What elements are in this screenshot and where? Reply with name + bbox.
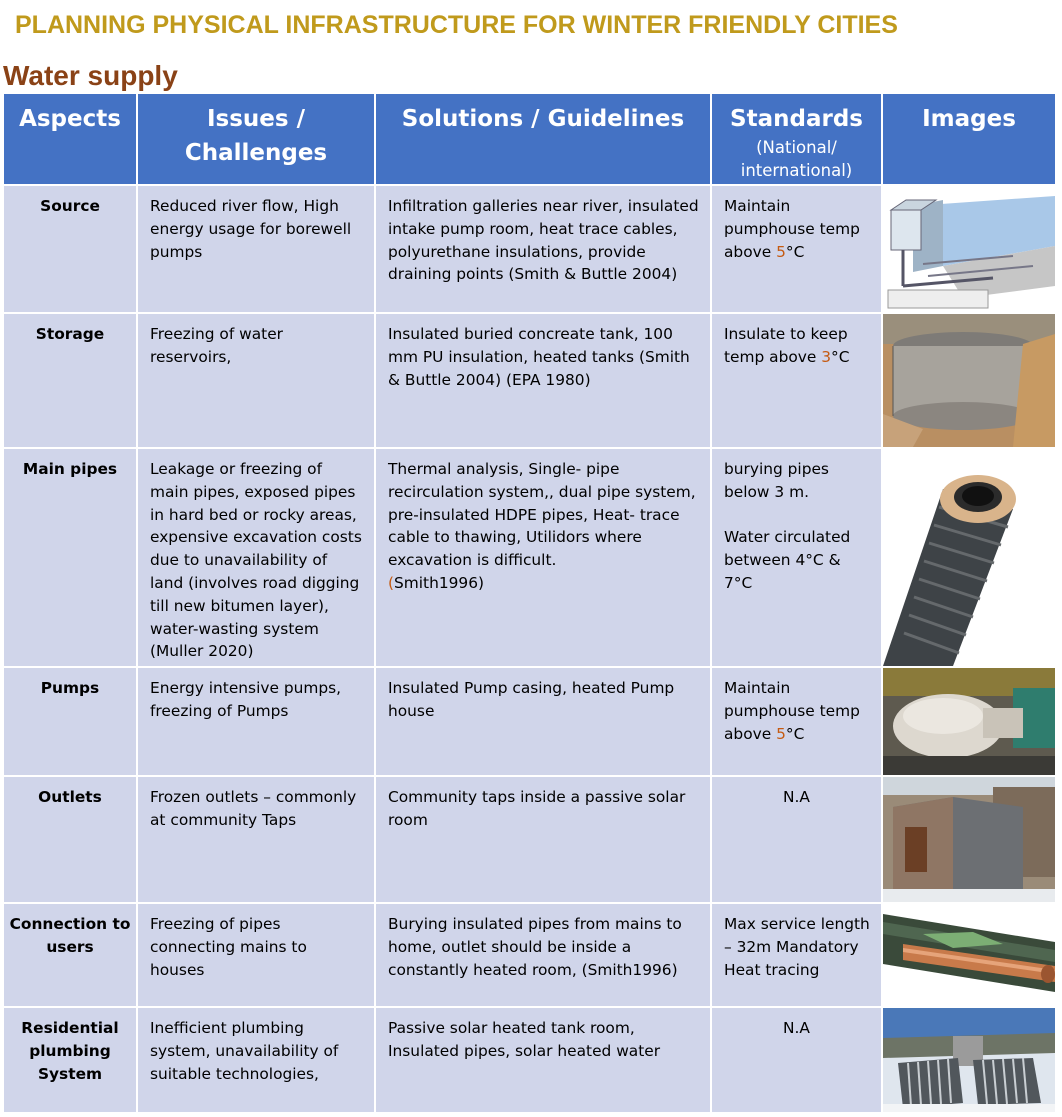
solutions-cell (375, 448, 711, 667)
solutions-cell: Burying insulated pipes from mains to home, outlet should be inside a constantly heated room, (Smith1996) (375, 903, 711, 1007)
header-issues: Issues / Challenges (137, 93, 375, 185)
issues-cell: Leakage or freezing of main pipes, exposed pipes in hard bed or rocky areas, expensive excavation costs due to unavailability of land (involves road digging till new bitumen layer), water-wasting system (Muller 2020) (137, 448, 375, 667)
table-row (3, 313, 1056, 448)
table-row (3, 448, 1056, 667)
header-standards (711, 93, 882, 185)
standards-cell (711, 185, 882, 313)
standards-temp-value: 3 (821, 347, 832, 366)
standards-cell (711, 448, 882, 667)
issues-cell: Reduced river flow, High energy usage for borewell pumps (137, 185, 375, 313)
standards-temp-value: 5 (776, 724, 786, 743)
pre-insulated-pipe-photo (883, 449, 1055, 666)
image-cell (882, 448, 1056, 667)
infiltration-gallery-diagram (883, 186, 1055, 312)
standards-cell (711, 313, 882, 448)
aspect-cell: Connection to users (3, 903, 137, 1007)
header-images: Images (882, 93, 1056, 185)
image-cell (882, 667, 1056, 776)
standards-unit: °C (785, 242, 805, 261)
issues-cell: Frozen outlets – commonly at community Taps (137, 776, 375, 903)
issues-cell: Freezing of water reservoirs, (137, 313, 375, 448)
solutions-cell: Community taps inside a passive solar room (375, 776, 711, 903)
table-header-row (3, 93, 1056, 185)
solar-water-heater-photo (883, 1008, 1055, 1112)
standards-text: Water circulated between 4°C & 7°C (724, 528, 851, 592)
image-cell (882, 1007, 1056, 1113)
aspect-cell: Residential plumbing System (3, 1007, 137, 1113)
standards-cell (711, 667, 882, 776)
solutions-text: Thermal analysis, Single- pipe recirculation system,, dual pipe system, pre-insulated HDPE pipes, Heat- trace cable to thawing, Utilidors where excavation is difficult. (388, 460, 696, 570)
image-cell (882, 903, 1056, 1007)
standards-temp-value: 5 (776, 242, 786, 261)
standards-cell: Max service length – 32m Mandatory Heat tracing (711, 903, 882, 1007)
header-standards-label: Standards (730, 106, 863, 132)
table-row (3, 776, 1056, 903)
insulated-pump-photo (883, 668, 1055, 775)
image-cell (882, 776, 1056, 903)
document-title: PLANNING PHYSICAL INFRASTRUCTURE FOR WINTER FRIENDLY CITIES (15, 11, 898, 39)
aspect-cell: Main pipes (3, 448, 137, 667)
aspect-cell: Source (3, 185, 137, 313)
aspect-cell: Pumps (3, 667, 137, 776)
table-row (3, 667, 1056, 776)
solutions-cell: Passive solar heated tank room, Insulated pipes, solar heated water (375, 1007, 711, 1113)
buried-concrete-tank-photo (883, 314, 1055, 447)
solutions-paren: ( (388, 573, 395, 592)
header-aspects: Aspects (3, 93, 137, 185)
solutions-reference: Smith1996) (394, 573, 485, 592)
standards-text: Insulate to keep temp above (724, 325, 848, 366)
standards-unit: °C (831, 347, 850, 366)
water-supply-table (2, 92, 1057, 1114)
solutions-cell: Infiltration galleries near river, insulated intake pump room, heat trace cables, polyurethane insulations, provide draining points (Smith & Buttle 2004) (375, 185, 711, 313)
standards-text: burying pipes below 3 m. (724, 460, 829, 501)
header-solutions: Solutions / Guidelines (375, 93, 711, 185)
solutions-cell: Insulated buried concreate tank, 100 mm PU insulation, heated tanks (Smith & Buttle 2004) (EPA 1980) (375, 313, 711, 448)
image-cell (882, 185, 1056, 313)
table-row (3, 1007, 1056, 1113)
aspect-cell: Storage (3, 313, 137, 448)
issues-cell: Energy intensive pumps, freezing of Pumps (137, 667, 375, 776)
aspect-cell: Outlets (3, 776, 137, 903)
image-cell (882, 313, 1056, 448)
section-title: Water supply (3, 60, 178, 91)
issues-cell: Inefficient plumbing system, unavailability of suitable technologies, (137, 1007, 375, 1113)
standards-text: Maintain pumphouse temp above (724, 197, 860, 261)
standards-cell: N.A (711, 776, 882, 903)
standards-text: Maintain pumphouse temp above (724, 679, 860, 743)
header-standards-sub: (National/ international) (740, 138, 853, 180)
standards-cell: N.A (711, 1007, 882, 1113)
insulated-copper-pipe-photo (883, 904, 1055, 1006)
passive-solar-room-photo (883, 777, 1055, 902)
issues-cell: Freezing of pipes connecting mains to houses (137, 903, 375, 1007)
standards-unit: °C (785, 724, 805, 743)
solutions-cell: Insulated Pump casing, heated Pump house (375, 667, 711, 776)
table-row (3, 903, 1056, 1007)
table-row (3, 185, 1056, 313)
